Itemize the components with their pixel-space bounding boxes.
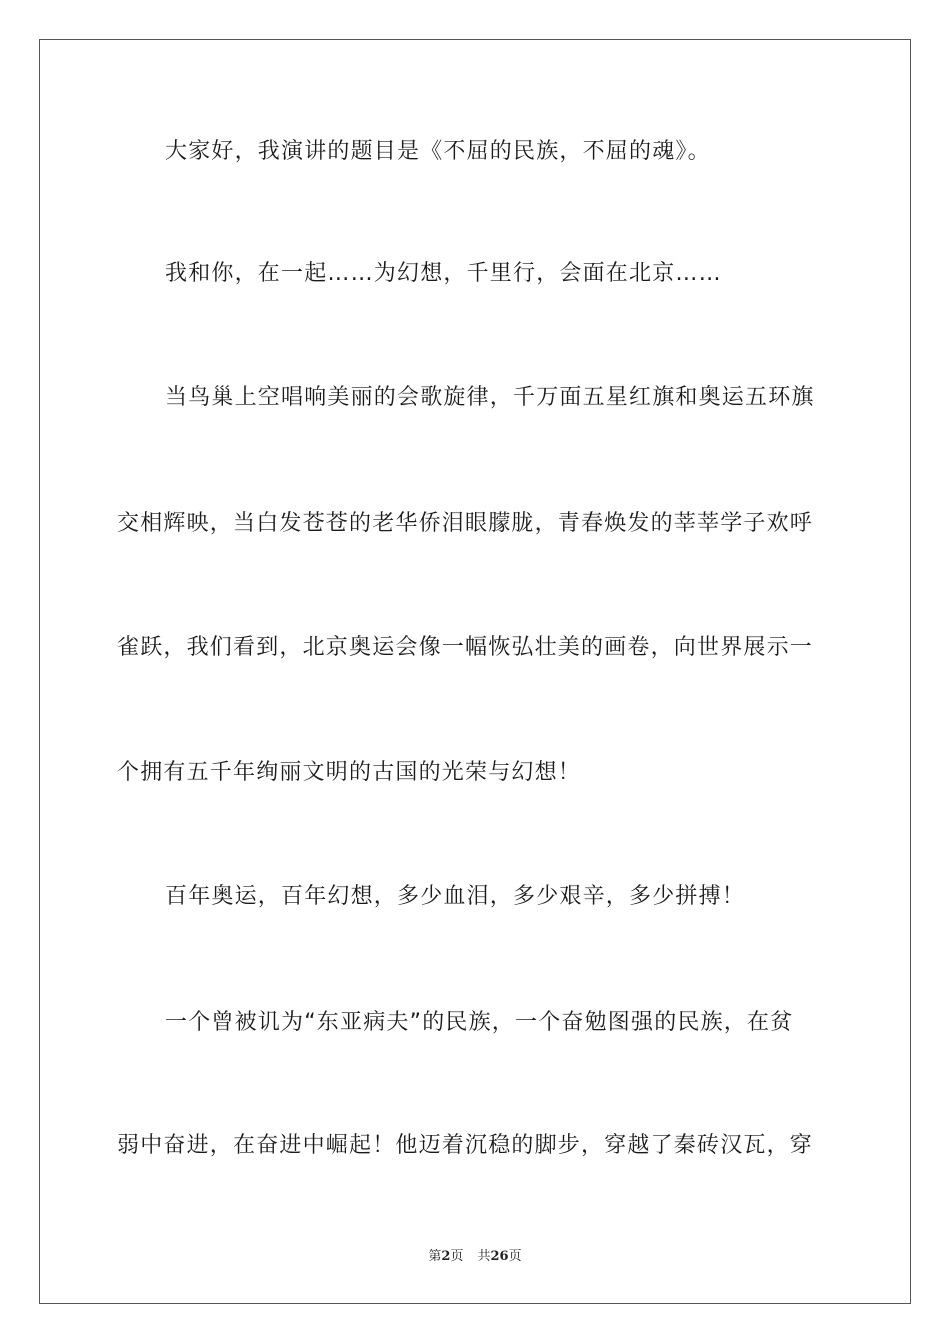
paragraph-bird-nest-line-2: 交相辉映，当白发苍苍的老华侨泪眼朦胧，青春焕发的莘莘学子欢呼: [117, 511, 814, 536]
page-border: [39, 39, 911, 1304]
page-footer: [0, 1248, 950, 1266]
paragraph-bird-nest-line-1: 当鸟巢上空唱响美丽的会歌旋律，千万面五星红旗和奥运五环旗: [165, 385, 815, 410]
paragraph-nation-line-1: 一个曾被讥为“东亚病夫”的民族，一个奋勉图强的民族，在贫: [165, 1010, 794, 1035]
total-prefix: 共: [477, 1249, 491, 1264]
paragraph-greeting-line: 大家好，我演讲的题目是《不屈的民族，不屈的魂》。: [165, 139, 711, 164]
page-prefix: 第: [428, 1249, 442, 1264]
page-current: 2: [441, 1249, 451, 1264]
page-suffix: 页: [450, 1249, 464, 1264]
total-pages: 26: [490, 1249, 509, 1264]
paragraph-nation-line-2: 弱中奋进，在奋进中崛起！他迈着沉稳的脚步，穿越了秦砖汉瓦，穿: [117, 1133, 814, 1158]
paragraph-bird-nest-line-3: 雀跃，我们看到，北京奥运会像一幅恢弘壮美的画卷，向世界展示一: [117, 635, 814, 660]
paragraph-lyrics-line: 我和你，在一起……为幻想，千里行，会面在北京……: [165, 261, 722, 286]
paragraph-century-line: 百年奥运，百年幻想，多少血泪，多少艰辛，多少拼搏！: [165, 884, 746, 909]
total-suffix: 页: [508, 1249, 522, 1264]
paragraph-bird-nest-line-4: 个拥有五千年绚丽文明的古国的光荣与幻想！: [117, 760, 582, 785]
